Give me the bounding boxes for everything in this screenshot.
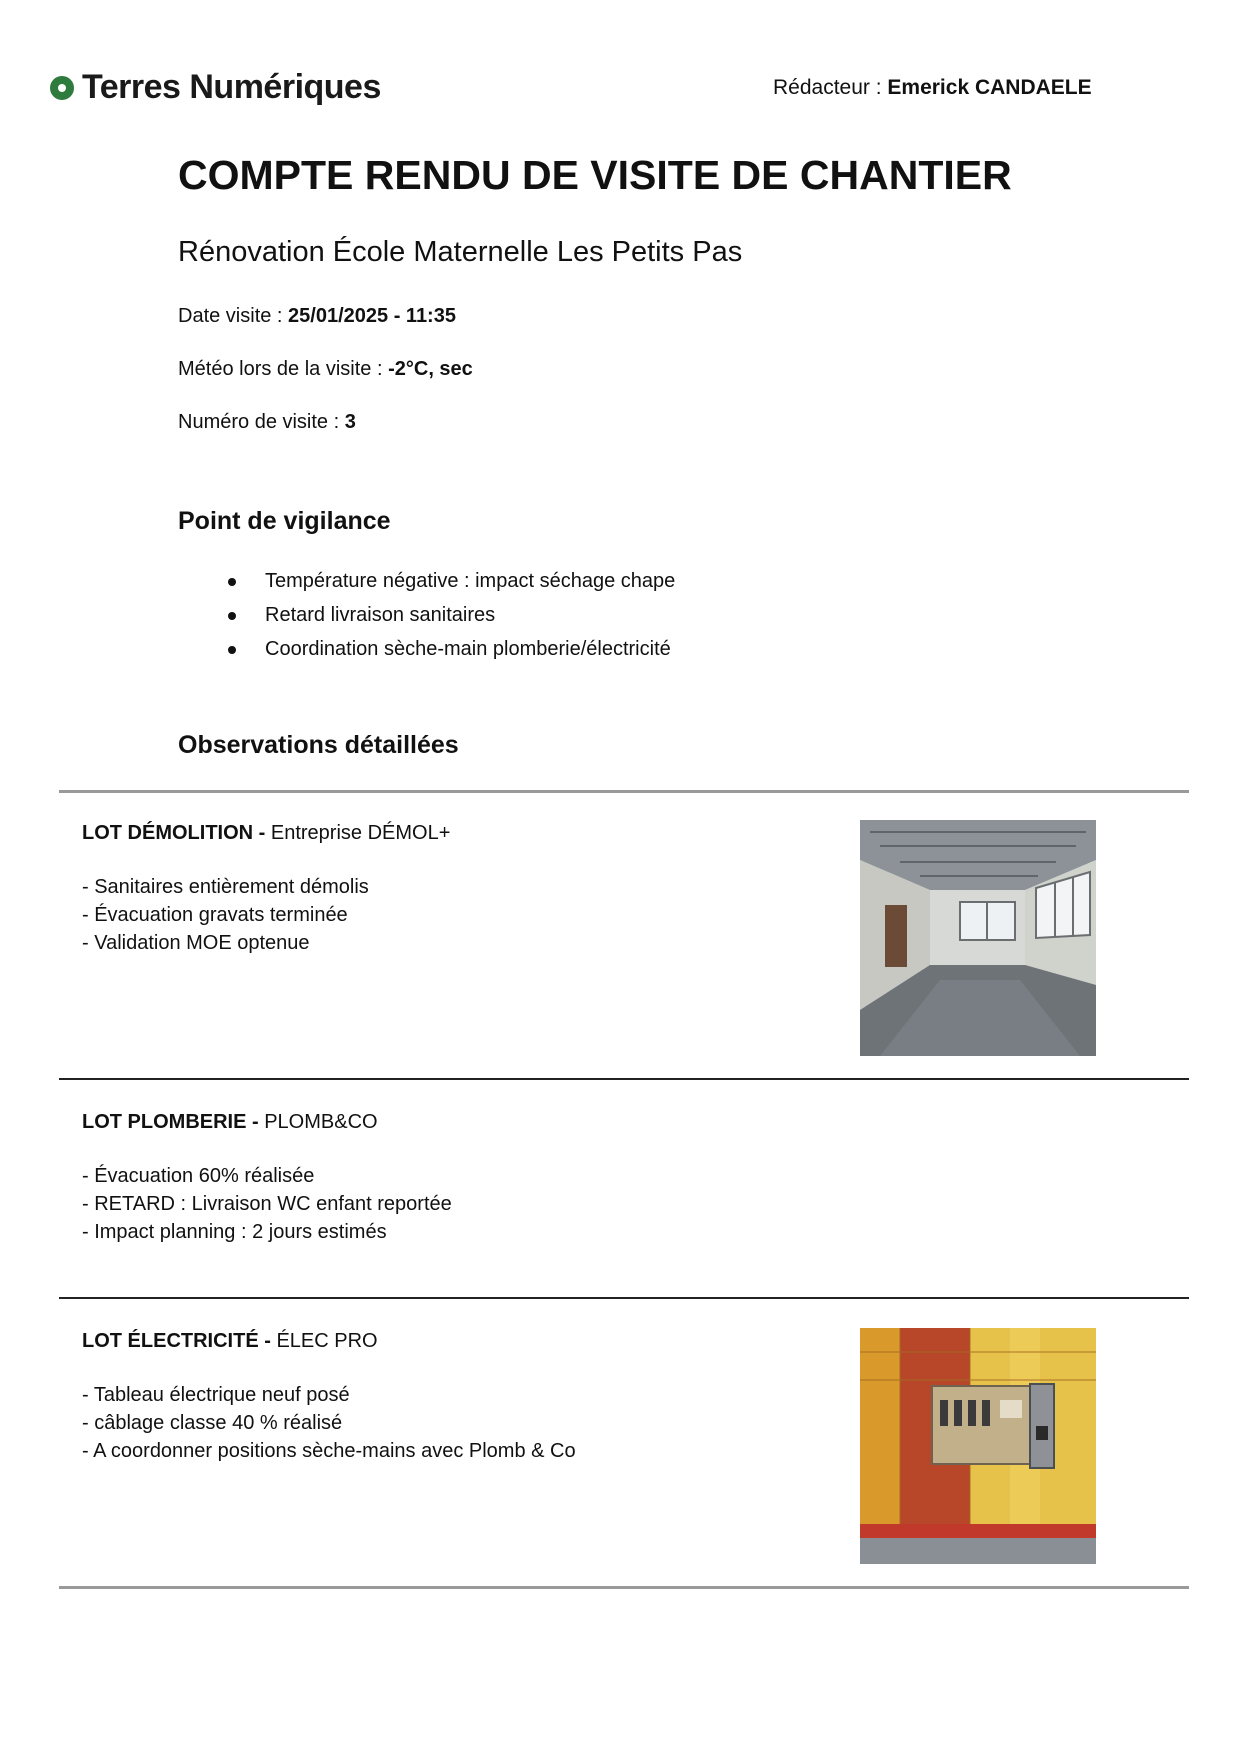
lot-line: - Sanitaires entièrement démolis [82, 876, 369, 898]
lot-plomberie [82, 1111, 822, 1246]
lot-line: - Impact planning : 2 jours estimés [82, 1221, 387, 1243]
vigilance-item: Coordination sèche-main plomberie/électricité [178, 632, 675, 666]
observations-title: Observations détaillées [178, 731, 459, 759]
lot-line: - Évacuation 60% réalisée [82, 1165, 315, 1187]
visit-number-value: 3 [344, 411, 356, 433]
visit-number [178, 411, 356, 434]
visit-number-label: Numéro de visite : [178, 411, 345, 433]
lot-heading [82, 822, 822, 845]
redacteur-label: Rédacteur : [773, 76, 888, 99]
logo-icon [50, 76, 74, 100]
page-title: COMPTE RENDU DE VISITE DE CHANTIER [178, 152, 1012, 198]
divider [59, 1297, 1189, 1299]
demolition-photo [860, 820, 1096, 1056]
visit-date-value: 25/01/2025 - 11:35 [288, 305, 456, 327]
divider [59, 790, 1189, 793]
vigilance-list [178, 564, 675, 666]
lot-line: - RETARD : Livraison WC enfant reportée [82, 1193, 452, 1215]
visit-weather-value: -2°C, sec [388, 358, 473, 380]
lot-line: - câblage classe 40 % réalisé [82, 1412, 343, 1434]
lot-name: LOT PLOMBERIE - [82, 1111, 265, 1133]
visit-weather-label: Météo lors de la visite : [178, 358, 389, 380]
visit-weather [178, 358, 473, 381]
lot-name: LOT ÉLECTRICITÉ - [82, 1330, 277, 1352]
redacteur-name: Emerick CANDAELE [887, 76, 1092, 99]
redacteur [773, 76, 1092, 100]
logo-text: Terres Numériques [82, 68, 381, 106]
lot-line: - Évacuation gravats terminée [82, 904, 348, 926]
lot-line: - Validation MOE optenue [82, 932, 310, 954]
lot-heading [82, 1111, 822, 1134]
visit-date-label: Date visite : [178, 305, 289, 327]
divider [59, 1078, 1189, 1080]
lot-line: - A coordonner positions sèche-mains avec Plomb & Co [82, 1440, 576, 1462]
lot-demolition [82, 822, 822, 957]
lot-company: ÉLEC PRO [276, 1330, 378, 1352]
divider [59, 1586, 1189, 1589]
company-logo [50, 68, 381, 107]
vigilance-item: Température négative : impact séchage chape [178, 564, 675, 598]
lot-heading [82, 1330, 822, 1353]
project-subtitle: Rénovation École Maternelle Les Petits Pas [178, 236, 743, 268]
visit-date [178, 305, 456, 328]
vigilance-title: Point de vigilance [178, 507, 391, 535]
lot-line: - Tableau électrique neuf posé [82, 1384, 350, 1406]
lot-company: Entreprise DÉMOL+ [270, 822, 451, 844]
vigilance-item: Retard livraison sanitaires [178, 598, 675, 632]
lot-company: PLOMB&CO [264, 1111, 378, 1133]
electrical-panel-photo [860, 1328, 1096, 1564]
lot-name: LOT DÉMOLITION - [82, 822, 271, 844]
lot-electricite [82, 1330, 822, 1465]
